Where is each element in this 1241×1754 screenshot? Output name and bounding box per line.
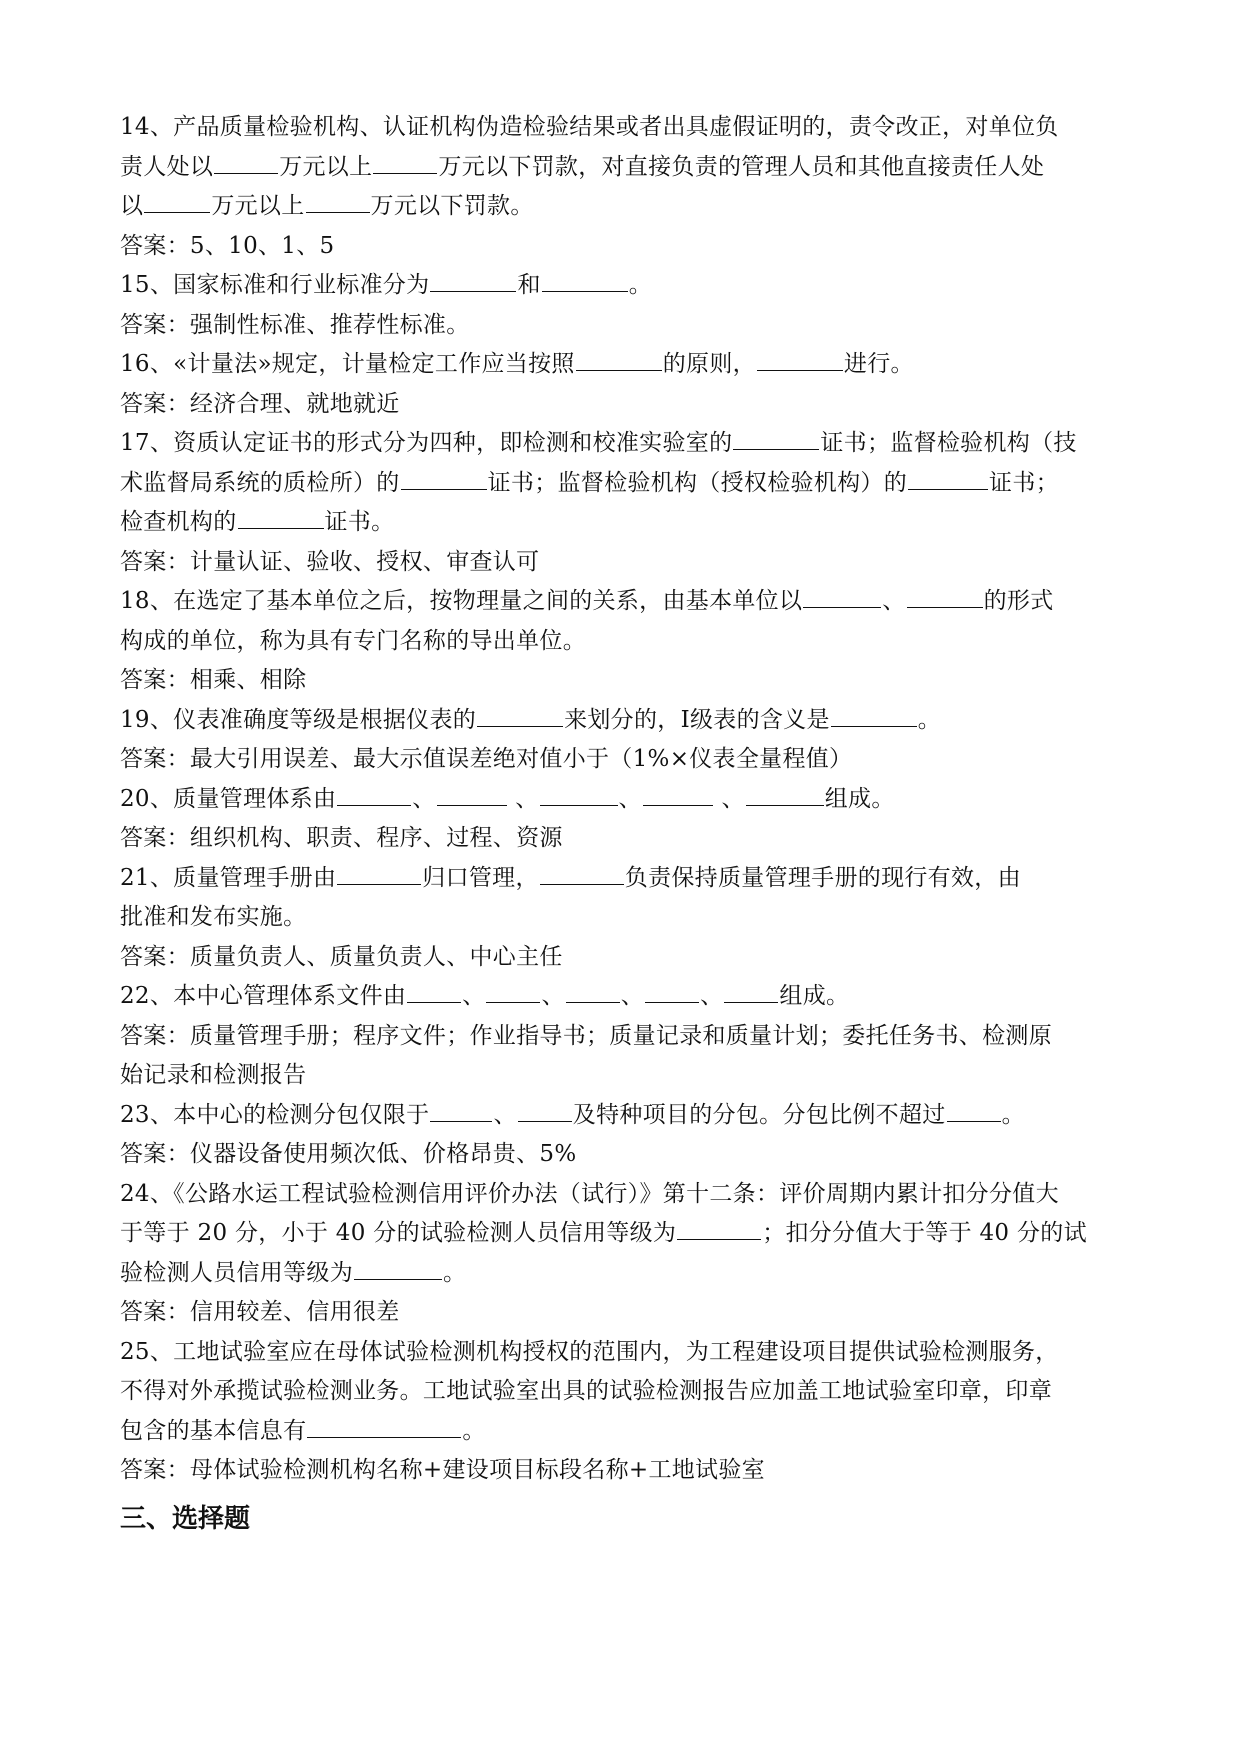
fill-in-blank — [430, 271, 516, 292]
question-text: 组成。 — [824, 785, 895, 812]
fill-in-blank — [354, 1259, 442, 1280]
fill-in-blank — [337, 864, 421, 885]
question-block — [120, 1096, 1135, 1175]
question-text: 于等于 20 分，小于 40 分的试验检测人员信用等级为 — [120, 1220, 677, 1246]
answer-line: 答案：母体试验检测机构名称+建设项目标段名称+工地试验室 — [120, 1457, 765, 1483]
question-text: 的原则， — [662, 351, 756, 377]
question-text: 证书；监督检验机构（授权检验机构）的 — [487, 469, 908, 496]
question-block — [120, 345, 1135, 424]
question-block — [120, 1333, 1135, 1491]
answer-line: 答案：最大引用误差、最大示值误差绝对值小于（1%×仪表全量程值） — [120, 746, 853, 772]
question-text: 、 — [713, 785, 745, 812]
fill-in-blank — [540, 864, 624, 885]
question-text: 万元以下罚款。 — [370, 193, 534, 219]
question-text: 。 — [628, 272, 653, 298]
question-line — [120, 148, 1135, 188]
question-line — [120, 266, 1135, 306]
fill-in-blank — [677, 1219, 761, 1240]
question-text: 组成。 — [779, 983, 850, 1009]
answer-line: 始记录和检测报告 — [120, 1062, 307, 1088]
question-text: 归口管理， — [422, 864, 539, 891]
fill-in-blank — [518, 1101, 572, 1122]
question-text: 21、质量管理手册由 — [120, 864, 337, 891]
fill-in-blank — [337, 785, 411, 806]
question-text: 。 — [917, 706, 942, 733]
question-text: 检查机构的 — [120, 509, 237, 535]
question-block — [120, 977, 1135, 1096]
fill-in-blank — [477, 706, 563, 727]
question-line — [120, 780, 1135, 820]
section-heading: 三、选择题 — [120, 1503, 251, 1534]
fill-in-blank — [542, 271, 628, 292]
question-line — [120, 701, 1135, 741]
fill-in-blank — [437, 785, 507, 806]
question-text: 、 — [882, 588, 906, 614]
question-text: 、 — [541, 983, 565, 1009]
question-text: 万元以下罚款，对直接负责的管理人员和其他直接责任人处 — [438, 153, 1045, 180]
fill-in-blank — [831, 706, 917, 727]
fill-in-blank — [540, 785, 618, 806]
document-page — [120, 108, 1135, 1541]
fill-in-blank — [643, 785, 713, 806]
question-text: 术监督局系统的质检所）的 — [120, 469, 400, 496]
question-text: 、 — [493, 1101, 517, 1128]
question-text: 25、工地试验室应在母体试验检测机构授权的范围内，为工程建设项目提供试验检测服务， — [120, 1338, 1059, 1365]
question-text: 17、资质认定证书的形式分为四种，即检测和校准实验室的 — [120, 430, 733, 456]
question-text: 19、仪表准确度等级是根据仪表的 — [120, 706, 477, 733]
question-text: 14、产品质量检验机构、认证机构伪造检验结果或者出具虚假证明的，责令改正，对单位负 — [120, 114, 1059, 140]
question-block — [120, 859, 1135, 978]
question-block — [120, 108, 1135, 266]
question-text: 24、《公路水运工程试验检测信用评价办法（试行）》第十二条：评价周期内累计扣分分值大 — [120, 1180, 1059, 1207]
question-text: 来划分的，Ⅰ级表的含义是 — [564, 706, 830, 733]
question-text: 负责保持质量管理手册的现行有效，由 — [624, 864, 1021, 891]
fill-in-blank — [803, 587, 881, 608]
question-text: 、 — [462, 983, 486, 1009]
question-text: ；扣分分值大于等于 40 分的试 — [762, 1220, 1087, 1246]
question-text: 、 — [618, 785, 642, 812]
question-line — [120, 464, 1135, 504]
question-text: 包含的基本信息有 — [120, 1417, 307, 1444]
question-text: 以 — [120, 193, 144, 219]
question-line — [120, 187, 1135, 227]
answer-line: 答案：质量负责人、质量负责人、中心主任 — [120, 943, 563, 970]
fill-in-blank — [238, 508, 324, 529]
fill-in-blank — [307, 1417, 461, 1438]
question-text: 18、在选定了基本单位之后，按物理量之间的关系，由基本单位以 — [120, 588, 803, 614]
question-block — [120, 582, 1135, 701]
question-block — [120, 266, 1135, 345]
question-line — [120, 1372, 1135, 1412]
fill-in-blank — [757, 350, 843, 371]
answer-line: 答案：相乘、相除 — [120, 667, 307, 693]
question-line — [120, 1254, 1135, 1294]
question-text: 、 — [412, 785, 436, 812]
question-text: 、 — [620, 983, 645, 1009]
question-line — [120, 898, 1135, 938]
question-line — [120, 108, 1135, 148]
question-list — [120, 108, 1135, 1491]
fill-in-blank — [576, 350, 662, 371]
question-text: 证书； — [989, 469, 1059, 496]
question-line — [120, 345, 1135, 385]
question-text: 责人处以 — [120, 153, 214, 180]
answer-line: 答案：经济合理、就地就近 — [120, 390, 400, 417]
fill-in-blank — [486, 982, 540, 1003]
question-text: 22、本中心管理体系文件由 — [120, 983, 407, 1009]
question-text: 验检测人员信用等级为 — [120, 1259, 353, 1286]
question-text: 不得对外承揽试验检测业务。工地试验室出具的试验检测报告应加盖工地试验室印章，印章 — [120, 1378, 1052, 1404]
fill-in-blank — [407, 982, 461, 1003]
question-text: 、 — [700, 983, 724, 1009]
answer-line: 答案：强制性标准、推荐性标准。 — [120, 311, 470, 338]
question-line — [120, 1412, 1135, 1452]
answer-line: 答案：仪器设备使用频次低、价格昂贵、5% — [120, 1141, 577, 1167]
fill-in-blank — [566, 982, 620, 1003]
fill-in-blank — [430, 1101, 492, 1122]
question-block — [120, 701, 1135, 780]
fill-in-blank — [645, 982, 699, 1003]
question-line — [120, 1096, 1135, 1136]
fill-in-blank — [144, 192, 210, 213]
question-block — [120, 1175, 1135, 1333]
question-text: 万元以上 — [279, 153, 373, 180]
fill-in-blank — [214, 153, 278, 174]
question-line — [120, 582, 1135, 622]
question-block — [120, 424, 1135, 582]
question-text: 证书；监督检验机构（技 — [820, 430, 1077, 456]
question-line — [120, 1333, 1135, 1373]
answer-line: 答案：计量认证、验收、授权、审查认可 — [120, 548, 540, 575]
question-text: 15、国家标准和行业标准分为 — [120, 272, 430, 298]
fill-in-blank — [746, 785, 824, 806]
fill-in-blank — [733, 429, 819, 450]
answer-line: 答案：信用较差、信用很差 — [120, 1299, 400, 1325]
question-text: 及特种项目的分包。分包比例不超过 — [572, 1101, 946, 1128]
question-text: 。 — [1001, 1101, 1025, 1128]
fill-in-blank — [306, 192, 370, 213]
question-text: 20、质量管理体系由 — [120, 785, 337, 812]
question-line — [120, 859, 1135, 899]
question-text: 的形式 — [983, 588, 1054, 614]
question-text: 23、本中心的检测分包仅限于 — [120, 1101, 430, 1128]
fill-in-blank — [907, 587, 983, 608]
answer-line: 答案：组织机构、职责、程序、过程、资源 — [120, 825, 563, 851]
fill-in-blank — [401, 469, 487, 490]
fill-in-blank — [724, 982, 778, 1003]
question-text: 批准和发布实施。 — [120, 904, 307, 930]
question-block — [120, 780, 1135, 859]
question-line — [120, 622, 1135, 662]
question-text: 证书。 — [324, 509, 395, 535]
question-line — [120, 424, 1135, 464]
question-line — [120, 1175, 1135, 1215]
question-line — [120, 977, 1135, 1017]
question-line — [120, 1214, 1135, 1254]
question-text: 进行。 — [843, 351, 914, 377]
question-text: 。 — [462, 1417, 486, 1444]
question-text: 16、«计量法»规定，计量检定工作应当按照 — [120, 351, 575, 377]
question-text: 。 — [443, 1259, 467, 1286]
question-text: 和 — [517, 272, 541, 298]
question-text: 构成的单位，称为具有专门名称的导出单位。 — [120, 627, 586, 654]
question-text: 、 — [507, 785, 539, 812]
fill-in-blank — [373, 153, 437, 174]
answer-line: 答案：质量管理手册；程序文件；作业指导书；质量记录和质量计划；委托任务书、检测原 — [120, 1022, 1052, 1049]
question-line — [120, 503, 1135, 543]
answer-line: 答案：5、10、1、5 — [120, 232, 335, 259]
question-text: 万元以上 — [211, 193, 305, 219]
fill-in-blank — [947, 1101, 1001, 1122]
fill-in-blank — [908, 469, 988, 490]
